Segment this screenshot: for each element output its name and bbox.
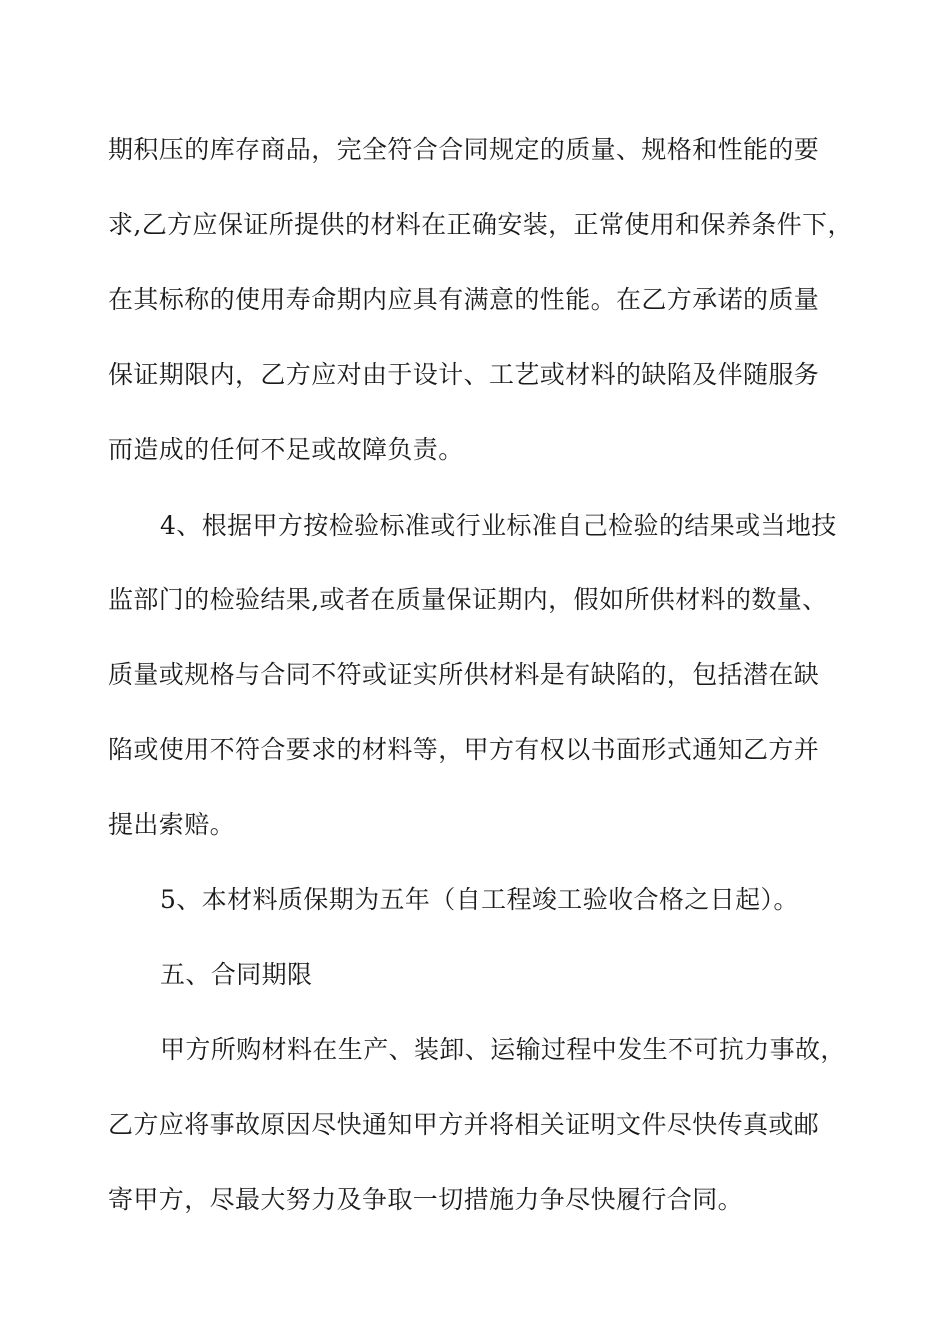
- paragraph-start-line: 5、本材料质保期为五年（自工程竣工验收合格之日起）。: [160, 885, 799, 914]
- text-line: 保证期限内，乙方应对由于设计、工艺或材料的缺陷及伴随服务: [108, 360, 820, 389]
- text-line: 在其标称的使用寿命期内应具有满意的性能。在乙方承诺的质量: [108, 285, 820, 314]
- text-line: 期积压的库存商品，完全符合合同规定的质量、规格和性能的要: [108, 135, 820, 164]
- section-heading: 五、合同期限: [160, 960, 313, 989]
- text-line: 陷或使用不符合要求的材料等，甲方有权以书面形式通知乙方并: [108, 735, 820, 764]
- text-line: 监部门的检验结果,或者在质量保证期内，假如所供材料的数量、: [108, 585, 828, 614]
- text-line: 求,乙方应保证所提供的材料在正确安装，正常使用和保养条件下，: [108, 210, 853, 239]
- paragraph-start-line: 甲方所购材料在生产、装卸、运输过程中发生不可抗力事故，: [160, 1035, 846, 1064]
- text-line: 提出索赔。: [108, 810, 236, 839]
- text-line: 寄甲方，尽最大努力及争取一切措施力争尽快履行合同。: [108, 1185, 744, 1214]
- text-line: 质量或规格与合同不符或证实所供材料是有缺陷的，包括潜在缺: [108, 660, 820, 689]
- text-line: 乙方应将事故原因尽快通知甲方并将相关证明文件尽快传真或邮: [108, 1110, 820, 1139]
- text-line: 而造成的任何不足或故障负责。: [108, 435, 464, 464]
- paragraph-start-line: 4、根据甲方按检验标准或行业标准自己检验的结果或当地技: [160, 511, 837, 540]
